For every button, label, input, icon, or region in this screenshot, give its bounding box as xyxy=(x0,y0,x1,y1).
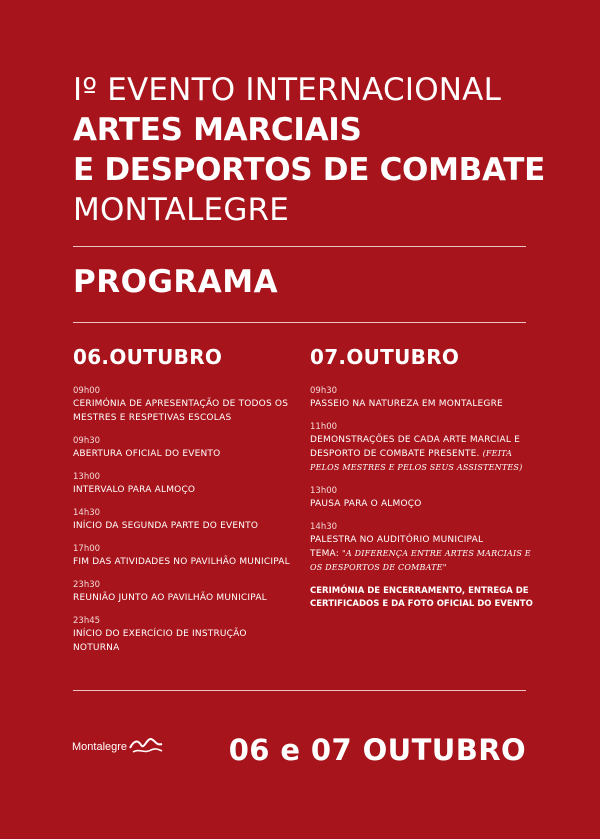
day1-column xyxy=(73,345,293,665)
event-location: MONTALEGRE xyxy=(73,192,290,228)
day2-title: 07.OUTUBRO xyxy=(310,345,460,369)
day2-column xyxy=(310,345,535,611)
item-desc: PASSEIO NA NATUREZA EM MONTALEGRE xyxy=(310,399,503,409)
item-desc-text: DEMONSTRAÇÕES DE CADA ARTE MARCIAL E DESPORTO DE COMBATE PRESENTE. xyxy=(310,435,521,459)
schedule-item xyxy=(73,543,293,569)
schedule-item xyxy=(73,615,293,655)
event-dates: 06 e 07 OUTUBRO xyxy=(228,733,526,767)
programa-title: PROGRAMA xyxy=(73,264,279,300)
divider-top xyxy=(73,246,526,247)
schedule-item xyxy=(310,385,535,411)
schedule-item xyxy=(73,385,293,425)
event-header xyxy=(73,70,545,230)
logo-text: Montalegre xyxy=(72,741,128,753)
item-note: "A DIFERENÇA ENTRE ARTES MARCIAIS E OS DESPORTOS DE COMBATE" xyxy=(310,549,531,572)
day1-title: 06.OUTUBRO xyxy=(73,345,223,369)
schedule-item xyxy=(73,471,293,497)
item-time: 11h00 xyxy=(310,422,338,432)
item-time: 23h30 xyxy=(73,580,101,590)
item-time: 23h45 xyxy=(73,616,101,626)
event-title-line1: ARTES MARCIAIS xyxy=(73,112,362,148)
item-desc: INÍCIO DA SEGUNDA PARTE DO EVENTO xyxy=(73,521,259,531)
item-time: 09h00 xyxy=(73,386,101,396)
item-theme-label: TEMA: xyxy=(310,549,339,559)
divider-middle xyxy=(73,322,526,323)
item-note: (FEITA PELOS MESTRES E PELOS SEUS ASSISTENTES) xyxy=(310,449,523,472)
item-theme xyxy=(310,547,535,575)
item-time: 14h30 xyxy=(310,522,338,532)
item-desc: PALESTRA NO AUDITÓRIO MUNICIPAL xyxy=(310,535,484,545)
item-desc xyxy=(310,433,535,475)
schedule-item xyxy=(310,485,535,511)
item-desc: INTERVALO PARA ALMOÇO xyxy=(73,485,196,495)
item-time: 13h00 xyxy=(73,472,101,482)
item-desc: FIM DAS ATIVIDADES NO PAVILHÃO MUNICIPAL xyxy=(73,557,290,567)
item-desc: ABERTURA OFICIAL DO EVENTO xyxy=(73,449,221,459)
item-time: 09h30 xyxy=(73,436,101,446)
schedule-item xyxy=(73,579,293,605)
event-title-line2: E DESPORTOS DE COMBATE xyxy=(73,152,545,188)
montalegre-waves-icon xyxy=(129,734,163,760)
item-desc: REUNIÃO JUNTO AO PAVILHÃO MUNICIPAL xyxy=(73,593,267,603)
item-time: 13h00 xyxy=(310,486,338,496)
item-time: 14h30 xyxy=(73,508,101,518)
event-edition: Iº EVENTO INTERNACIONAL xyxy=(73,72,502,108)
item-time: 17h00 xyxy=(73,544,101,554)
schedule-item xyxy=(73,507,293,533)
item-desc: INÍCIO DO EXERCÍCIO DE INSTRUÇÃO NOTURNA xyxy=(73,629,247,653)
closing-ceremony: CERIMÓNIA DE ENCERRAMENTO, ENTREGA DE CERTIFICADOS E DA FOTO OFICIAL DO EVENTO xyxy=(310,586,533,609)
item-desc: CERIMÓNIA DE APRESENTAÇÃO DE TODOS OS MESTRES E RESPETIVAS ESCOLAS xyxy=(73,399,289,423)
schedule-item xyxy=(310,521,535,575)
item-desc: PAUSA PARA O ALMOÇO xyxy=(310,499,422,509)
schedule-item xyxy=(310,421,535,475)
schedule-item xyxy=(73,435,293,461)
item-time: 09h30 xyxy=(310,386,338,396)
montalegre-logo xyxy=(72,734,163,760)
divider-bottom xyxy=(73,690,526,691)
